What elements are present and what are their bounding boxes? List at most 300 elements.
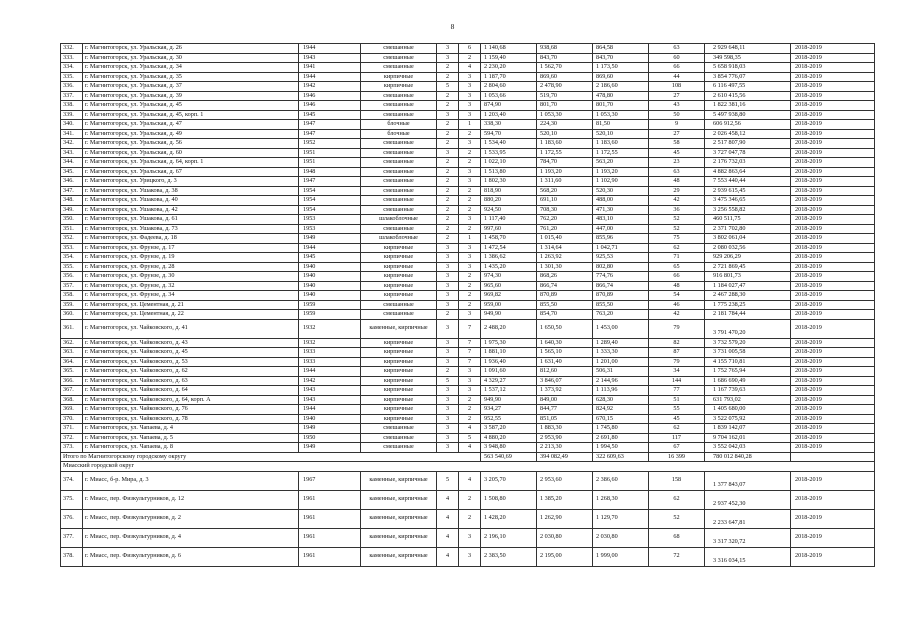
table-row [61, 376, 875, 386]
living-area-cell: 519,70 [537, 91, 593, 101]
row-number-cell: 352. [61, 234, 83, 244]
living-area-cell: 2 030,80 [537, 528, 593, 547]
row-number-cell: 334. [61, 63, 83, 73]
residential-area-cell: 563,20 [593, 158, 649, 168]
year-built-cell: 1948 [299, 167, 361, 177]
table-row [61, 310, 875, 320]
floors-cell: 3 [437, 395, 459, 405]
wall-material-cell: кирпичные [361, 262, 437, 272]
residential-area-cell: 869,60 [593, 72, 649, 82]
residential-area-cell: 1 999,00 [593, 547, 649, 566]
floors-cell: 2 [437, 310, 459, 320]
entrances-cell: 4 [459, 424, 481, 434]
total-area-cell: 1 936,40 [481, 357, 537, 367]
residents-cell: 45 [649, 148, 705, 158]
page-number: 8 [450, 22, 455, 31]
address-cell: г. Магнитогорск, ул. Цементная, д. 22 [83, 310, 299, 320]
year-built-cell: 1954 [299, 205, 361, 215]
repair-cost-cell: 3 791 470,20 [705, 319, 791, 338]
repair-period-cell: 2018-2019 [791, 528, 875, 547]
table-row [61, 272, 875, 282]
year-built-cell: 1940 [299, 414, 361, 424]
wall-material-cell: кирпичные [361, 367, 437, 377]
floors-cell: 2 [437, 367, 459, 377]
year-built-cell: 1933 [299, 357, 361, 367]
year-built-cell: 1950 [299, 433, 361, 443]
row-number-cell: 357. [61, 281, 83, 291]
wall-material-cell: кирпичные [361, 291, 437, 301]
row-number-cell: 363. [61, 348, 83, 358]
address-cell: г. Магнитогорск, ул. Фрунзе, д. 17 [83, 243, 299, 253]
row-number-cell: 362. [61, 338, 83, 348]
table-row [61, 120, 875, 130]
repair-cost-cell: 2 939 615,45 [705, 186, 791, 196]
repair-cost-cell: 3 475 346,65 [705, 196, 791, 206]
floors-cell: 2 [437, 72, 459, 82]
wall-material-cell: кирпичные [361, 405, 437, 415]
residential-area-cell: 506,31 [593, 367, 649, 377]
entrances-cell: 1 [459, 234, 481, 244]
address-cell: г. Миасс, б-р. Мира, д. 3 [83, 471, 299, 490]
table-row [61, 291, 875, 301]
floors-cell: 3 [437, 414, 459, 424]
floors-cell: 4 [437, 509, 459, 528]
table-body [61, 44, 875, 567]
total-area-cell: 974,30 [481, 272, 537, 282]
address-cell: г. Магнитогорск, ул. Ушакова, д. 38 [83, 186, 299, 196]
residents-cell: 34 [649, 367, 705, 377]
wall-material-cell: смешанные [361, 443, 437, 453]
address-cell: г. Магнитогорск, ул. Уральская, д. 39 [83, 91, 299, 101]
table-row [61, 348, 875, 358]
year-built-cell: 1942 [299, 376, 361, 386]
living-area-cell: 1 640,30 [537, 338, 593, 348]
residents-cell: 45 [649, 414, 705, 424]
living-area-cell: 3 846,07 [537, 376, 593, 386]
wall-material-cell: кирпичные [361, 386, 437, 396]
row-number-cell: 337. [61, 91, 83, 101]
wall-material-cell: смешанные [361, 224, 437, 234]
row-number-cell: 341. [61, 129, 83, 139]
row-number-cell: 351. [61, 224, 83, 234]
entrances-cell: 2 [459, 490, 481, 509]
wall-material-cell: каменные, кирпичные [361, 319, 437, 338]
residential-area-cell: 2 030,80 [593, 528, 649, 547]
residents-cell: 50 [649, 110, 705, 120]
residential-area-cell: 1 994,50 [593, 443, 649, 453]
repair-period-cell: 2018-2019 [791, 205, 875, 215]
floors-cell: 2 [437, 158, 459, 168]
table-row [61, 205, 875, 215]
entrances-cell: 2 [459, 405, 481, 415]
floors-cell: 2 [437, 234, 459, 244]
wall-material-cell: кирпичные [361, 72, 437, 82]
wall-material-cell: кирпичные [361, 281, 437, 291]
year-built-cell: 1944 [299, 72, 361, 82]
repair-period-cell: 2018-2019 [791, 357, 875, 367]
repair-cost-cell: 460 511,75 [705, 215, 791, 225]
year-built-cell: 1940 [299, 281, 361, 291]
entrances-cell: 3 [459, 72, 481, 82]
total-area-cell: 969,82 [481, 291, 537, 301]
residential-area-cell: 1 289,40 [593, 338, 649, 348]
repair-cost-cell: 6 116 497,55 [705, 82, 791, 92]
row-number-cell: 339. [61, 110, 83, 120]
row-number-cell: 346. [61, 177, 83, 187]
residents-cell: 42 [649, 196, 705, 206]
repair-period-cell: 2018-2019 [791, 72, 875, 82]
row-number-cell: 355. [61, 262, 83, 272]
repair-cost-cell: 3 522 075,92 [705, 414, 791, 424]
floors-cell: 3 [437, 110, 459, 120]
total-area-cell: 2 230,20 [481, 63, 537, 73]
residents-cell: 27 [649, 129, 705, 139]
address-cell: г. Магнитогорск, ул. Чайковского, д. 62 [83, 367, 299, 377]
repair-cost-cell: 2 467 288,30 [705, 291, 791, 301]
residential-area-cell: 1 102,90 [593, 177, 649, 187]
address-cell: г. Магнитогорск, ул. Чайковского, д. 63 [83, 376, 299, 386]
total-area-cell: 1 091,60 [481, 367, 537, 377]
total-period-empty [791, 452, 875, 462]
year-built-cell: 1944 [299, 44, 361, 54]
table-row [61, 547, 875, 566]
entrances-cell: 2 [459, 281, 481, 291]
row-number-cell: 371. [61, 424, 83, 434]
section-subheading: Миасский городской округ [61, 462, 875, 472]
living-area-cell: 1 301,30 [537, 262, 593, 272]
residential-area-cell: 1 173,50 [593, 63, 649, 73]
row-number-cell: 376. [61, 509, 83, 528]
residents-cell: 62 [649, 243, 705, 253]
repair-cost-cell: 916 801,73 [705, 272, 791, 282]
row-number-cell: 360. [61, 310, 83, 320]
wall-material-cell: смешанные [361, 101, 437, 111]
living-area-cell: 1 053,30 [537, 110, 593, 120]
table-row [61, 319, 875, 338]
address-cell: г. Магнитогорск, ул. Чапаева, д. 4 [83, 424, 299, 434]
floors-cell: 2 [437, 215, 459, 225]
residential-area-cell: 628,30 [593, 395, 649, 405]
repair-period-cell: 2018-2019 [791, 167, 875, 177]
repair-cost-cell: 1 822 381,16 [705, 101, 791, 111]
wall-material-cell: кирпичные [361, 82, 437, 92]
repair-period-cell: 2018-2019 [791, 158, 875, 168]
entrances-cell: 2 [459, 205, 481, 215]
row-number-cell: 370. [61, 414, 83, 424]
entrances-cell: 2 [459, 272, 481, 282]
living-area-cell: 812,60 [537, 367, 593, 377]
total-label: Итого по Магнитогорскому городскому округу [61, 452, 481, 462]
row-number-cell: 361. [61, 319, 83, 338]
residential-area-cell: 520,10 [593, 129, 649, 139]
residents-cell: 43 [649, 101, 705, 111]
living-area-cell: 851,05 [537, 414, 593, 424]
row-number-cell: 354. [61, 253, 83, 263]
address-cell: г. Магнитогорск, ул. Уральская, д. 45 [83, 101, 299, 111]
total-area-cell: 2 804,60 [481, 82, 537, 92]
year-built-cell: 1954 [299, 186, 361, 196]
entrances-cell: 3 [459, 101, 481, 111]
entrances-cell: 3 [459, 367, 481, 377]
living-area-cell: 1 385,20 [537, 490, 593, 509]
total-area-cell: 338,30 [481, 120, 537, 130]
repair-period-cell: 2018-2019 [791, 196, 875, 206]
wall-material-cell: каменные, кирпичные [361, 509, 437, 528]
repair-period-cell: 2018-2019 [791, 490, 875, 509]
table-row [61, 82, 875, 92]
address-cell: г. Магнитогорск, ул. Уральская, д. 35 [83, 72, 299, 82]
residents-cell: 158 [649, 471, 705, 490]
living-area-cell: 2 953,90 [537, 433, 593, 443]
table-row [61, 490, 875, 509]
cost-sum: 780 012 840,28 [705, 452, 791, 462]
living-area-cell: 762,20 [537, 215, 593, 225]
wall-material-cell: смешанные [361, 139, 437, 149]
floors-cell: 3 [437, 44, 459, 54]
repair-period-cell: 2018-2019 [791, 253, 875, 263]
residential-area-cell: 520,30 [593, 186, 649, 196]
total-area-cell: 965,60 [481, 281, 537, 291]
repair-cost-cell: 3 802 061,04 [705, 234, 791, 244]
total-area-cell: 952,55 [481, 414, 537, 424]
year-built-cell: 1944 [299, 367, 361, 377]
residential-area-cell: 801,70 [593, 101, 649, 111]
row-number-cell: 356. [61, 272, 83, 282]
table-row [61, 148, 875, 158]
total-area-cell: 934,27 [481, 405, 537, 415]
address-cell: г. Миасс, пер. Физкультурников, д. 4 [83, 528, 299, 547]
total-area-cell: 997,60 [481, 224, 537, 234]
wall-material-cell: каменные, кирпичные [361, 528, 437, 547]
row-number-cell: 358. [61, 291, 83, 301]
floors-cell: 3 [437, 281, 459, 291]
year-built-cell: 1940 [299, 272, 361, 282]
repair-period-cell: 2018-2019 [791, 310, 875, 320]
repair-cost-cell: 2 929 648,11 [705, 44, 791, 54]
repair-cost-cell: 3 316 034,15 [705, 547, 791, 566]
residential-area-cell: 2 144,96 [593, 376, 649, 386]
residential-area-cell: 2 186,60 [593, 82, 649, 92]
total-area-cell: 2 488,20 [481, 319, 537, 338]
floors-cell: 2 [437, 129, 459, 139]
residential-area-cell: 1 201,00 [593, 357, 649, 367]
total-area-cell: 1 386,62 [481, 253, 537, 263]
repair-period-cell: 2018-2019 [791, 63, 875, 73]
address-cell: г. Магнитогорск, ул. Уральская, д. 64, корп. 1 [83, 158, 299, 168]
table-row [61, 224, 875, 234]
residential-area-cell: 870,89 [593, 291, 649, 301]
residents-cell: 63 [649, 167, 705, 177]
residents-cell: 82 [649, 338, 705, 348]
repair-cost-cell: 2 080 032,56 [705, 243, 791, 253]
residential-area-cell: 1 042,71 [593, 243, 649, 253]
wall-material-cell: каменные, кирпичные [361, 490, 437, 509]
repair-period-cell: 2018-2019 [791, 129, 875, 139]
entrances-cell: 3 [459, 91, 481, 101]
year-built-cell: 1961 [299, 509, 361, 528]
entrances-cell: 7 [459, 338, 481, 348]
wall-material-cell: смешанные [361, 91, 437, 101]
row-number-cell: 375. [61, 490, 83, 509]
year-built-cell: 1940 [299, 291, 361, 301]
living-area-cell: 1 562,70 [537, 63, 593, 73]
residents-cell: 117 [649, 433, 705, 443]
row-number-cell: 368. [61, 395, 83, 405]
floors-cell: 5 [437, 82, 459, 92]
total-area-cell: 1 428,20 [481, 509, 537, 528]
table-row [61, 158, 875, 168]
total-area-cell: 4 329,27 [481, 376, 537, 386]
repair-period-cell: 2018-2019 [791, 291, 875, 301]
entrances-cell: 7 [459, 319, 481, 338]
entrances-cell: 2 [459, 196, 481, 206]
table-row [61, 196, 875, 206]
address-cell: г. Магнитогорск, ул. Урицкого, д. 3 [83, 177, 299, 187]
residents-cell: 48 [649, 281, 705, 291]
year-built-cell: 1949 [299, 234, 361, 244]
repair-cost-cell: 1 775 238,25 [705, 300, 791, 310]
total-row [61, 452, 875, 462]
year-built-cell: 1947 [299, 129, 361, 139]
repair-cost-cell: 3 854 776,07 [705, 72, 791, 82]
address-cell: г. Магнитогорск, ул. Чайковского, д. 43 [83, 338, 299, 348]
repair-cost-cell: 3 731 005,58 [705, 348, 791, 358]
living-area-cell: 869,60 [537, 72, 593, 82]
address-cell: г. Миасс, пер. Физкультурников, д. 2 [83, 509, 299, 528]
entrances-cell: 3 [459, 215, 481, 225]
total-area-cell: 2 196,10 [481, 528, 537, 547]
repair-period-cell: 2018-2019 [791, 471, 875, 490]
year-built-cell: 1932 [299, 319, 361, 338]
residential-area-cell: 843,70 [593, 53, 649, 63]
address-cell: г. Магнитогорск, ул. Уральская, д. 34 [83, 63, 299, 73]
living-area-cell: 868,26 [537, 272, 593, 282]
table-row [61, 405, 875, 415]
residents-cell: 9 [649, 120, 705, 130]
address-cell: г. Магнитогорск, ул. Ушакова, д. 61 [83, 215, 299, 225]
wall-material-cell: кирпичные [361, 376, 437, 386]
wall-material-cell: кирпичные [361, 272, 437, 282]
total-area-cell: 1 533,95 [481, 148, 537, 158]
row-number-cell: 365. [61, 367, 83, 377]
year-built-cell: 1947 [299, 120, 361, 130]
entrances-cell: 2 [459, 509, 481, 528]
floors-cell: 3 [437, 253, 459, 263]
year-built-cell: 1951 [299, 148, 361, 158]
residential-area-cell: 864,58 [593, 44, 649, 54]
total-area-cell: 1 458,70 [481, 234, 537, 244]
entrances-cell: 3 [459, 253, 481, 263]
row-number-cell: 364. [61, 357, 83, 367]
wall-material-cell: кирпичные [361, 414, 437, 424]
total-area-cell: 949,90 [481, 310, 537, 320]
total-area-cell: 594,70 [481, 129, 537, 139]
repair-period-cell: 2018-2019 [791, 281, 875, 291]
entrances-cell: 2 [459, 414, 481, 424]
residential-area-cell: 483,10 [593, 215, 649, 225]
repair-period-cell: 2018-2019 [791, 139, 875, 149]
year-built-cell: 1961 [299, 490, 361, 509]
repair-cost-cell: 1 686 690,49 [705, 376, 791, 386]
residential-area-cell: 1 053,30 [593, 110, 649, 120]
residential-area-cell: 1 172,55 [593, 148, 649, 158]
year-built-cell: 1944 [299, 405, 361, 415]
floors-cell: 3 [437, 300, 459, 310]
living-area-cell: 1 565,10 [537, 348, 593, 358]
row-number-cell: 343. [61, 148, 83, 158]
repair-cost-cell: 349 598,35 [705, 53, 791, 63]
repair-period-cell: 2018-2019 [791, 186, 875, 196]
residential-area-cell: 81,50 [593, 120, 649, 130]
total-area-cell: 4 880,20 [481, 433, 537, 443]
address-cell: г. Магнитогорск, ул. Чайковского, д. 53 [83, 357, 299, 367]
entrances-cell: 3 [459, 547, 481, 566]
repair-period-cell: 2018-2019 [791, 443, 875, 453]
floors-cell: 3 [437, 348, 459, 358]
table-row [61, 262, 875, 272]
table-row [61, 300, 875, 310]
repair-period-cell: 2018-2019 [791, 101, 875, 111]
table-row [61, 528, 875, 547]
address-cell: г. Магнитогорск, ул. Уральская, д. 45, корп. 1 [83, 110, 299, 120]
repair-cost-cell: 1 752 765,94 [705, 367, 791, 377]
wall-material-cell: кирпичные [361, 357, 437, 367]
address-cell: г. Магнитогорск, ул. Фрунзе, д. 19 [83, 253, 299, 263]
table-row [61, 367, 875, 377]
section-subheading-row [61, 462, 875, 472]
year-built-cell: 1953 [299, 215, 361, 225]
repair-period-cell: 2018-2019 [791, 300, 875, 310]
living-area-cell: 870,89 [537, 291, 593, 301]
repair-period-cell: 2018-2019 [791, 110, 875, 120]
wall-material-cell: каменные, кирпичные [361, 471, 437, 490]
row-number-cell: 353. [61, 243, 83, 253]
table-row [61, 139, 875, 149]
table-row [61, 386, 875, 396]
wall-material-cell: блочные [361, 120, 437, 130]
floors-cell: 2 [437, 101, 459, 111]
row-number-cell: 342. [61, 139, 83, 149]
address-cell: г. Магнитогорск, ул. Фрунзе, д. 28 [83, 262, 299, 272]
floors-cell: 2 [437, 205, 459, 215]
entrances-cell: 2 [459, 300, 481, 310]
address-cell: г. Магнитогорск, ул. Чайковского, д. 78 [83, 414, 299, 424]
total-area-cell: 924,50 [481, 205, 537, 215]
wall-material-cell: кирпичные [361, 338, 437, 348]
wall-material-cell: смешанные [361, 196, 437, 206]
repair-cost-cell: 9 704 162,01 [705, 433, 791, 443]
total-area-cell: 1 975,30 [481, 338, 537, 348]
repair-period-cell: 2018-2019 [791, 395, 875, 405]
table-row [61, 186, 875, 196]
table-row [61, 101, 875, 111]
year-built-cell: 1941 [299, 63, 361, 73]
residential-area-cell: 2 386,60 [593, 471, 649, 490]
repair-period-cell: 2018-2019 [791, 367, 875, 377]
entrances-cell: 3 [459, 167, 481, 177]
wall-material-cell: смешанные [361, 110, 437, 120]
year-built-cell: 1942 [299, 82, 361, 92]
floors-cell: 3 [437, 424, 459, 434]
residential-area-cell: 1 333,30 [593, 348, 649, 358]
residents-cell: 36 [649, 205, 705, 215]
repair-period-cell: 2018-2019 [791, 82, 875, 92]
repair-period-cell: 2018-2019 [791, 272, 875, 282]
repair-cost-cell: 1 405 680,00 [705, 405, 791, 415]
year-built-cell: 1961 [299, 528, 361, 547]
year-built-cell: 1944 [299, 243, 361, 253]
row-number-cell: 366. [61, 376, 83, 386]
